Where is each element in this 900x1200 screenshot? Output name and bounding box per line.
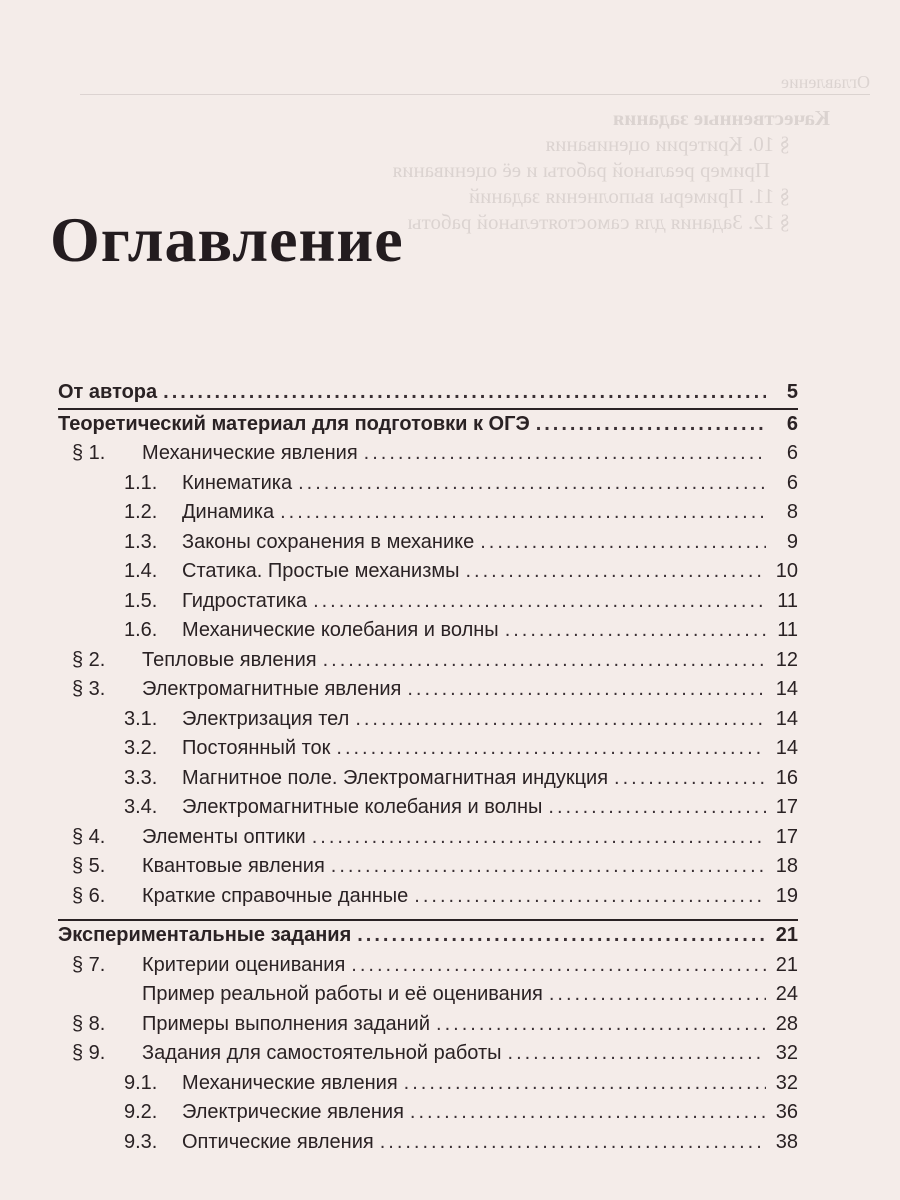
toc-entry-page: 32: [775, 1042, 798, 1064]
toc-entry-number: § 5.: [72, 855, 106, 877]
toc-entry-label: Постоянный ток: [182, 737, 331, 759]
leader-dots: [548, 793, 766, 823]
toc-entry-label: Законы сохранения в механике: [182, 530, 475, 553]
toc-entry-label: Задания для самостоятельной работы: [142, 1042, 502, 1064]
toc-entry-page: 12: [775, 648, 798, 671]
leader-dots: [331, 852, 766, 882]
toc-entry-page: 14: [775, 678, 798, 700]
ghost-line-label: § 11. Примеры выполнения заданий: [468, 184, 790, 208]
leader-dots: [336, 734, 766, 764]
leader-dots: [163, 378, 766, 408]
ghost-line-label: § 10. Критерии оценивания: [545, 132, 790, 156]
toc-entry-label: Тепловые явления: [142, 648, 317, 671]
toc-entry-subsection[interactable]: [58, 764, 798, 794]
toc-entry-section[interactable]: [58, 882, 798, 912]
toc-entry-subsection[interactable]: [58, 1069, 798, 1099]
toc-entry-number: § 1.: [72, 442, 106, 464]
toc-entry-page: 19: [775, 884, 798, 907]
ghost-line-label: Пример реальной работы и её оценивания: [392, 158, 770, 182]
toc-entry-section[interactable]: [58, 439, 798, 469]
ghost-line-label: Качественные задания: [612, 106, 830, 130]
toc-entry-page: 24: [775, 983, 798, 1005]
toc-entry-page: 6: [786, 471, 798, 494]
toc-entry-label: Пример реальной работы и её оценивания: [142, 983, 543, 1005]
ghost-line: [393, 158, 770, 183]
leader-dots: [404, 1069, 766, 1099]
toc-entry-number: 9.3.: [124, 1130, 158, 1153]
ghost-line: [546, 132, 790, 157]
toc-entry-number: 9.1.: [124, 1071, 158, 1094]
toc-entry-section[interactable]: [58, 675, 798, 705]
ghost-header-title: Оглавление: [781, 72, 870, 92]
toc-entry-label: Экспериментальные задания: [58, 924, 352, 946]
toc-entry-section[interactable]: [58, 951, 798, 981]
toc-entry-label: Электромагнитные колебания и волны: [182, 796, 543, 818]
toc-entry-number: 1.2.: [124, 501, 158, 523]
leader-dots: [357, 921, 766, 951]
toc-entry-page: 5: [786, 381, 798, 403]
toc-entry-number: § 7.: [72, 953, 106, 976]
leader-dots: [536, 410, 766, 440]
toc-entry-page: 14: [775, 707, 798, 730]
toc-entry-number: § 9.: [72, 1042, 106, 1064]
leader-dots: [505, 616, 766, 646]
toc-entry-page: 17: [775, 796, 798, 818]
leader-dots: [364, 439, 766, 469]
toc-entry-subsection[interactable]: [58, 705, 798, 735]
toc-entry-subsection[interactable]: [58, 616, 798, 646]
toc-entry-label: Оптические явления: [182, 1130, 374, 1153]
toc-entry-page: 18: [775, 855, 798, 877]
leader-dots: [480, 528, 766, 558]
leader-dots: [312, 823, 766, 853]
ghost-line: [613, 106, 830, 131]
toc-entry-number: 1.1.: [124, 471, 158, 494]
table-of-contents: [58, 378, 798, 1157]
ghost-line: [407, 210, 790, 235]
toc-entry-page: 11: [777, 589, 798, 612]
toc-entry-number: 1.3.: [124, 530, 158, 553]
leader-dots: [298, 469, 766, 499]
toc-entry-page: 36: [775, 1101, 798, 1123]
toc-entry-label: Критерии оценивания: [142, 953, 346, 976]
toc-entry-page: 16: [775, 766, 798, 789]
toc-entry-label: Механические явления: [142, 442, 358, 464]
toc-entry-label: Электризация тел: [182, 707, 350, 730]
toc-entry-part[interactable]: [58, 408, 798, 440]
toc-entry-subsection[interactable]: [58, 557, 798, 587]
toc-entry-label: От автора: [58, 381, 158, 403]
toc-entry-number: 1.6.: [124, 619, 158, 641]
toc-entry-page: 8: [786, 501, 798, 523]
toc-entry-number: 1.5.: [124, 589, 158, 612]
leader-dots: [508, 1039, 766, 1069]
toc-entry-subsection[interactable]: [58, 498, 798, 528]
toc-entry-subsection[interactable]: [58, 734, 798, 764]
toc-entry-label: Теоретический материал для подготовки к ОГЭ: [58, 412, 530, 435]
toc-entry-section[interactable]: [58, 646, 798, 676]
toc-entry-label: Динамика: [182, 501, 275, 523]
toc-entry-section[interactable]: [58, 1010, 798, 1040]
leader-dots: [313, 587, 766, 617]
leader-dots: [614, 764, 766, 794]
toc-entry-part[interactable]: [58, 919, 798, 951]
toc-entry-page: 6: [786, 412, 798, 435]
ghost-running-header: [80, 72, 870, 95]
toc-entry-label: Статика. Простые механизмы: [182, 560, 460, 582]
toc-entry-label: Краткие справочные данные: [142, 884, 409, 907]
toc-entry-page: 21: [775, 924, 798, 946]
toc-entry-page: 11: [777, 619, 798, 641]
toc-entry-label: Электрические явления: [182, 1101, 404, 1123]
toc-entry-label: Примеры выполнения заданий: [142, 1012, 431, 1035]
toc-entry-page: 6: [786, 442, 798, 464]
toc-entry-label: Магнитное поле. Электромагнитная индукция: [182, 766, 609, 789]
toc-entry-number: § 6.: [72, 884, 106, 907]
toc-entry-number: § 2.: [72, 648, 106, 671]
toc-entry-section[interactable]: [58, 823, 798, 853]
toc-entry-number: 3.1.: [124, 707, 158, 730]
toc-entry-subsection[interactable]: [58, 528, 798, 558]
ghost-line-label: § 12. Задания для самостоятельной работы: [407, 210, 790, 234]
leader-dots: [280, 498, 766, 528]
leader-dots: [355, 705, 766, 735]
toc-entry-label: Элементы оптики: [142, 825, 306, 848]
toc-entry-subsection[interactable]: [58, 1098, 798, 1128]
toc-entry-label: Электромагнитные явления: [142, 678, 402, 700]
toc-entry-page: 32: [775, 1071, 798, 1094]
toc-entry-number: § 4.: [72, 825, 106, 848]
toc-entry-section[interactable]: [58, 852, 798, 882]
toc-entry-section[interactable]: [58, 1039, 798, 1069]
toc-entry-number: 9.2.: [124, 1101, 158, 1123]
toc-entry-subsection[interactable]: [58, 587, 798, 617]
toc-entry-page: 17: [775, 825, 798, 848]
toc-entry-label: Гидростатика: [182, 589, 308, 612]
leader-dots: [323, 646, 766, 676]
toc-entry-subsection[interactable]: [58, 1128, 798, 1158]
toc-entry-page: 9: [786, 530, 798, 553]
toc-entry-section[interactable]: [58, 980, 798, 1010]
toc-entry-number: 3.3.: [124, 766, 158, 789]
page-title: Оглавление: [50, 204, 404, 275]
toc-entry-page: 10: [775, 560, 798, 582]
toc-entry-label: Кинематика: [182, 471, 293, 494]
toc-entry-subsection[interactable]: [58, 469, 798, 499]
leader-dots: [466, 557, 767, 587]
leader-dots: [414, 882, 766, 912]
toc-entry-part[interactable]: [58, 378, 798, 408]
toc-entry-label: Механические колебания и волны: [182, 619, 499, 641]
toc-entry-page: 28: [775, 1012, 798, 1035]
leader-dots: [380, 1128, 766, 1158]
toc-entry-number: 3.2.: [124, 737, 158, 759]
toc-entry-label: Механические явления: [182, 1071, 398, 1094]
toc-entry-number: § 3.: [72, 678, 106, 700]
leader-dots: [549, 980, 766, 1010]
toc-entry-page: 21: [775, 953, 798, 976]
toc-entry-page: 14: [775, 737, 798, 759]
toc-entry-label: Квантовые явления: [142, 855, 325, 877]
toc-entry-subsection[interactable]: [58, 793, 798, 823]
toc-entry-number: § 8.: [72, 1012, 106, 1035]
leader-dots: [436, 1010, 766, 1040]
ghost-line: [469, 184, 790, 209]
leader-dots: [410, 1098, 766, 1128]
toc-entry-number: 1.4.: [124, 560, 158, 582]
leader-dots: [351, 951, 766, 981]
leader-dots: [407, 675, 766, 705]
toc-entry-page: 38: [775, 1130, 798, 1153]
toc-entry-number: 3.4.: [124, 796, 158, 818]
